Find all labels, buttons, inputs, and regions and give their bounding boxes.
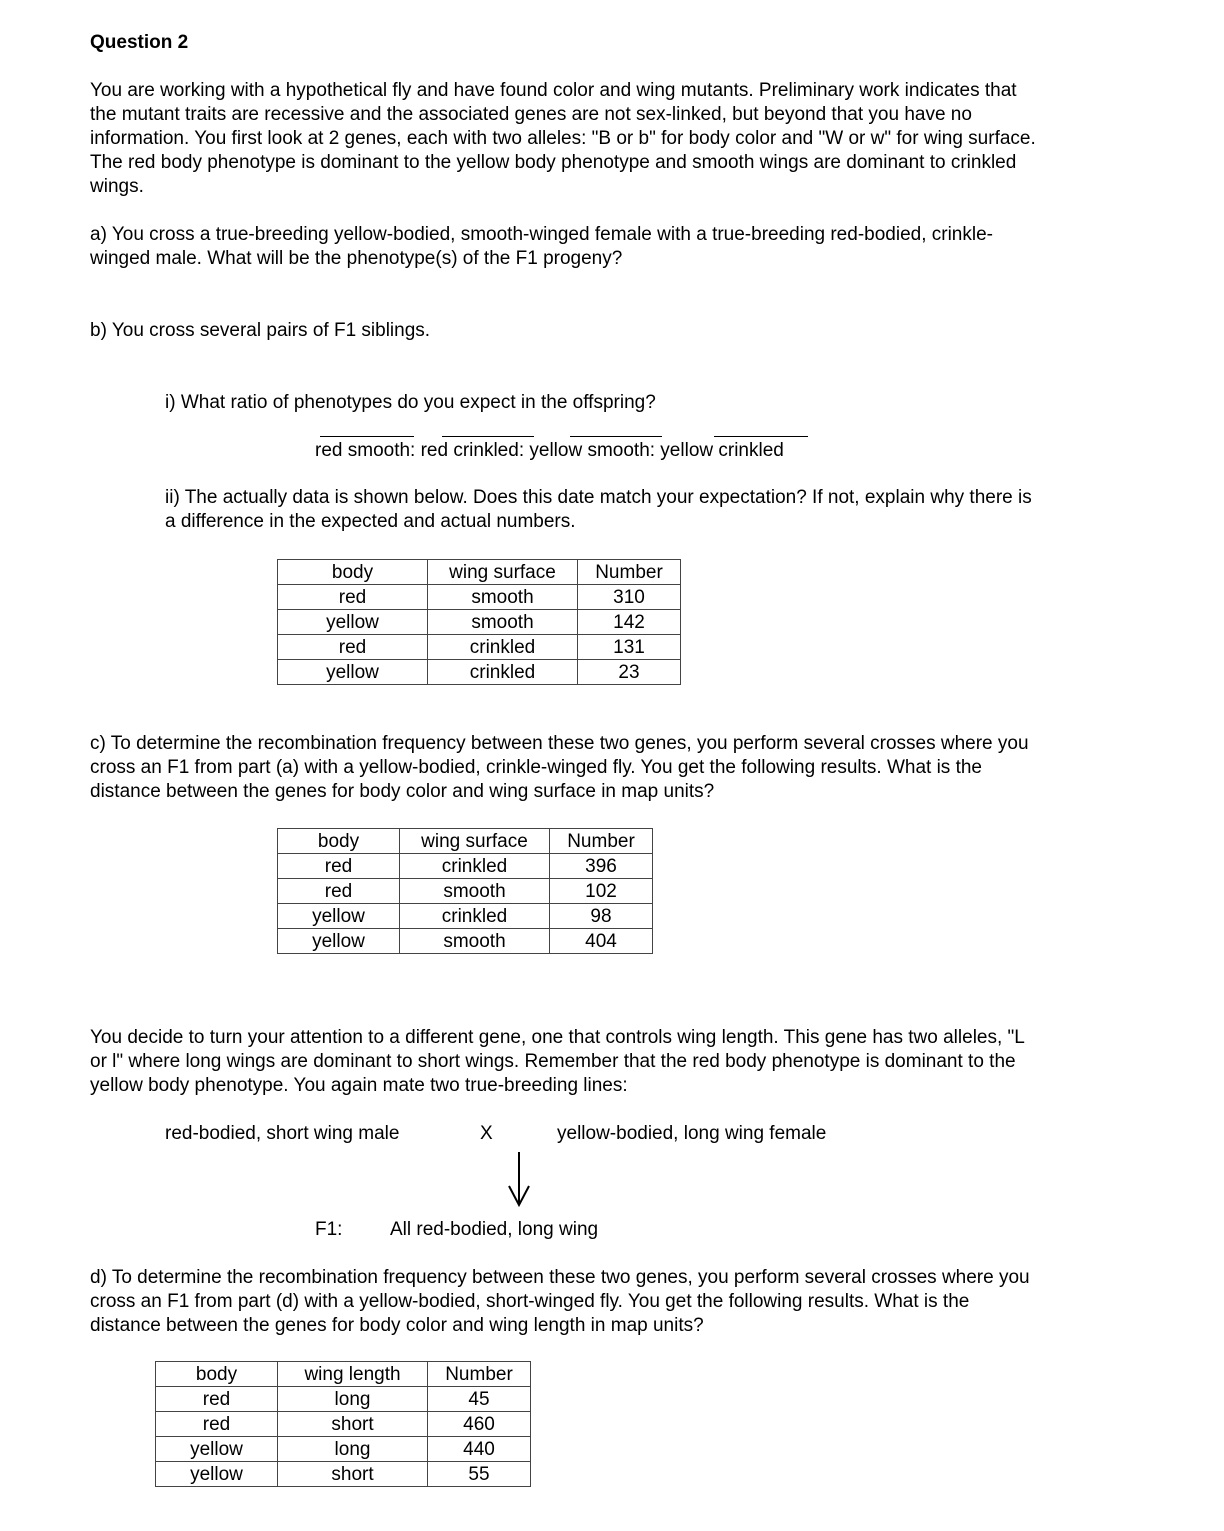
table-row [278, 904, 653, 929]
header-body: body [156, 1362, 278, 1387]
answer-blank-yellow-smooth[interactable] [570, 436, 662, 437]
cell-number: 55 [428, 1462, 531, 1487]
cell-wing: short [278, 1462, 428, 1487]
cell-wing: smooth [400, 929, 550, 954]
part-b-ii-line: a difference in the expected and actual numbers. [165, 511, 576, 532]
cell-body: red [278, 585, 428, 610]
part-b-ii-line: ii) The actually data is shown below. Does this date match your expectation? If not, explain why there is [165, 487, 1032, 508]
table-row [156, 1387, 531, 1412]
cell-number: 142 [578, 610, 681, 635]
part-c-line: c) To determine the recombination frequency between these two genes, you perform several crosses where you [90, 733, 1029, 754]
cell-body: yellow [156, 1437, 278, 1462]
table-row [278, 854, 653, 879]
cell-number: 440 [428, 1437, 531, 1462]
testcross-surface-table [277, 828, 653, 954]
table-row [156, 1412, 531, 1437]
f2-data-table [277, 559, 681, 685]
cell-wing: long [278, 1437, 428, 1462]
wing-length-line: You decide to turn your attention to a different gene, one that controls wing length. This gene has two alleles, "L [90, 1027, 1025, 1048]
table-row [156, 1462, 531, 1487]
part-b-i-question: i) What ratio of phenotypes do you expect in the offspring? [165, 392, 656, 413]
table-row [278, 585, 681, 610]
answer-blank-red-smooth[interactable] [320, 436, 414, 437]
cell-body: red [278, 854, 400, 879]
intro-line: wings. [90, 176, 144, 197]
table-row [278, 635, 681, 660]
cell-number: 98 [550, 904, 653, 929]
cell-number: 404 [550, 929, 653, 954]
down-arrow-icon [506, 1150, 532, 1208]
cell-wing: crinkled [428, 635, 578, 660]
part-a-question [90, 223, 993, 271]
cell-number: 45 [428, 1387, 531, 1412]
cell-wing: crinkled [400, 854, 550, 879]
cell-wing: short [278, 1412, 428, 1437]
table-header-row [156, 1362, 531, 1387]
cell-number: 310 [578, 585, 681, 610]
part-a-line: winged male. What will be the phenotype(s) of the F1 progeny? [90, 248, 623, 269]
header-wing-surface: wing surface [428, 560, 578, 585]
header-wing-length: wing length [278, 1362, 428, 1387]
header-wing-surface: wing surface [400, 829, 550, 854]
part-d-line: cross an F1 from part (d) with a yellow-bodied, short-winged fly. You get the following results. What is the [90, 1291, 970, 1312]
table-header-row [278, 829, 653, 854]
answer-blank-red-crinkled[interactable] [442, 436, 534, 437]
cell-body: yellow [278, 660, 428, 685]
cell-body: red [156, 1412, 278, 1437]
cell-wing: smooth [428, 585, 578, 610]
part-b-question: b) You cross several pairs of F1 siblings. [90, 320, 431, 341]
intro-line: the mutant traits are recessive and the associated genes are not sex-linked, but beyond that you have no [90, 104, 972, 125]
cell-number: 460 [428, 1412, 531, 1437]
intro-line: The red body phenotype is dominant to the yellow body phenotype and smooth wings are dominant to crinkled [90, 152, 1017, 173]
table-row [278, 879, 653, 904]
cell-body: yellow [278, 904, 400, 929]
cell-body: red [278, 879, 400, 904]
part-d-line: distance between the genes for body color and wing length in map units? [90, 1315, 704, 1336]
table-header-row [278, 560, 681, 585]
header-body: body [278, 829, 400, 854]
part-d-question [90, 1266, 1030, 1338]
table-row [278, 610, 681, 635]
header-number: Number [578, 560, 681, 585]
cell-wing: long [278, 1387, 428, 1412]
part-b-ii-question [165, 486, 1032, 534]
header-body: body [278, 560, 428, 585]
table-row [156, 1437, 531, 1462]
cell-wing: smooth [428, 610, 578, 635]
cell-body: yellow [278, 610, 428, 635]
question-title: Question 2 [90, 32, 189, 53]
cell-body: yellow [278, 929, 400, 954]
part-a-line: a) You cross a true-breeding yellow-bodied, smooth-winged female with a true-breeding red-bodied, crinkle- [90, 224, 993, 245]
wing-length-line: or l" where long wings are dominant to short wings. Remember that the red body phenotype is dominant to the [90, 1051, 1016, 1072]
cell-number: 396 [550, 854, 653, 879]
part-d-line: d) To determine the recombination frequency between these two genes, you perform several crosses where you [90, 1267, 1030, 1288]
header-number: Number [550, 829, 653, 854]
cross-parent-female: yellow-bodied, long wing female [557, 1123, 827, 1144]
cell-wing: crinkled [400, 904, 550, 929]
intro-line: information. You first look at 2 genes, each with two alleles: "B or b" for body color and "W or w" for wing surface. [90, 128, 1036, 149]
table-row [278, 929, 653, 954]
cross-symbol: X [480, 1123, 493, 1144]
part-c-question [90, 732, 1029, 804]
cell-wing: smooth [400, 879, 550, 904]
table-row [278, 660, 681, 685]
intro-paragraph [90, 79, 1036, 199]
answer-blank-yellow-crinkled[interactable] [714, 436, 808, 437]
ratio-labels: red smooth: red crinkled: yellow smooth: yellow crinkled [315, 440, 784, 461]
f1-result: All red-bodied, long wing [390, 1219, 599, 1240]
cell-body: yellow [156, 1462, 278, 1487]
f1-label: F1: [315, 1219, 343, 1240]
cell-body: red [278, 635, 428, 660]
cell-number: 23 [578, 660, 681, 685]
intro-line: You are working with a hypothetical fly and have found color and wing mutants. Preliminary work indicates that [90, 80, 1017, 101]
testcross-length-table [155, 1361, 531, 1487]
cell-body: red [156, 1387, 278, 1412]
cell-wing: crinkled [428, 660, 578, 685]
part-c-line: distance between the genes for body color and wing surface in map units? [90, 781, 715, 802]
part-c-line: cross an F1 from part (a) with a yellow-bodied, crinkle-winged fly. You get the following results. What is the [90, 757, 982, 778]
wing-length-line: yellow body phenotype. You again mate two true-breeding lines: [90, 1075, 628, 1096]
wing-length-intro [90, 1026, 1025, 1098]
cross-parent-male: red-bodied, short wing male [165, 1123, 400, 1144]
cell-number: 102 [550, 879, 653, 904]
cell-number: 131 [578, 635, 681, 660]
header-number: Number [428, 1362, 531, 1387]
